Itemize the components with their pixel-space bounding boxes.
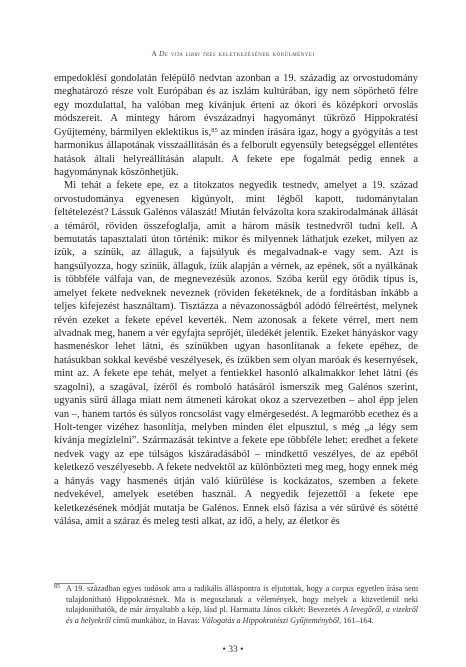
paragraph-text: empedoklési gondolatán felépülő nedvtan azonban a 19. századig az orvostudomány meghatározó része volt Európában és az iszlám kultúrában, így nem söpörhető félre egy mozdulattal, ha valóban meg kívánjuk érteni az ókori és középkori orvoslás módszereit. A mintegy három évszázadnyi hagyományt tükröző Hippokratési Gyűjtemény, bármilyen eklektikus is, [54, 73, 418, 138]
running-head-suffix: keletkezésének körülményei [215, 49, 315, 58]
footnote-number: 85 [54, 584, 60, 590]
running-head [0, 49, 466, 58]
paragraph [54, 179, 418, 528]
paragraph-text: Mi tehát a fekete epe, ez a titokzatos negyedik testnedv, amelyet a 19. század orvostudománya egyenesen kigúnyolt, mint légből kapott, tudománytalan feltételezést? Lássuk Galénos válaszát! Miután felvázolta kora szakirodalmának állását a témáról, röviden összefoglalja, amit a három másik testnedvről tudni kell. A bemutatás tapasztalati úton történik: mikor és milyennek láthatjuk ezeket, milyen az ízük, a színük, az állaguk, a fajsúlyuk és megalvadnak-e vagy sem. Azt is hangsúlyozza, hogy színük, állaguk, ízük alapján a vérnek, az epének, sőt a nyálkának is többféle válfaja van, de megnevezésük azonos. Szóba kerül egy ötödik típus is, amelyet fekete nedveknek neveznek (röviden feketéknek, de a fordításban inkább a teljes kifejezést használtam). Tisztázza a névazonosságból adódó félreértést, melynek révén ezeket a fekete epével keverték. Nem azonosak a fekete vérrel, mert nem alvadnak meg, hanem a vér egyfajta seprőjét, üledékét jelentik. Ezeket hányáskor vagy hasmenéskor lehet látni, és színükben ugyan hasonlítanak a fekete epéhez, de hatásukban sokkal kevésbé veszélyesek, és ízükben sem olyan maróak és kesernyések, mint az. A fekete epe tehát, melyet a fentiekkel hasonló alkalmakkor lehet látni (és szagolni), a szagával, ízéről és romboló hatásáról ismerszik meg Galénos szerint, ugyanis sűrű állaga miatt nem átmeneti károkat okoz a szervezetben – ahol épp jelen van –, hanem tartós és súlyos roncsolást vagy elmérgesedést. A legmaróbb ecethez és a Holt-tenger vizéhez hasonlítja, melyben minden élet elpusztul, s még „a légy sem kívánja megízlelni”. Származását tekintve a fekete epe többféle lehet: eredhet a fekete nedvek vagy az epe túlságos kiszáradásából – mindkettő veszélyes, de az epéből keletkező veszélyesebb. A fekete nedvektől az különbözteti meg meg, hogy ennek még a hányás vagy hasmenés útján való kiürülése is kockázatos, szemben a fekete nedvekével, amelyek esetében használ. A negyedik fejezettől a fekete epe keletkezésének módját mutatja be Galénos. Ennek első fázisa a vér sűrűvé és sötétté válása, amit a száraz és meleg testi alkat, az idő, a hely, az életkor és [54, 180, 418, 527]
footnote-italic-title: Válogatás a Hippokratészi Gyűjteményből [201, 615, 340, 625]
page-number: • 33 • [222, 645, 244, 655]
main-text [54, 72, 418, 528]
footnote-text-segment: egyetlen írása sem tulajdonítható Hippokratésnek. Ma is megoszlanak a vélemények, hogy melyek a közvetlenül neki tulajdoníthatók, de már árnyaltabb a kép, lásd pl. Harmatta János cikkét: Bevezetés [66, 584, 418, 614]
footnote-text-segment: A 19. században egyes tudósok arra a radikális álláspontra is eljutottak, hogy a [66, 584, 332, 593]
footnote-text-segment: című munkához, in Havas: [110, 615, 202, 625]
footnote-85 [54, 584, 418, 626]
running-head-book-title: De vita libri tres [158, 49, 216, 58]
footnote-reference[interactable]: 85 [211, 126, 218, 134]
paragraph [54, 72, 418, 179]
running-head-prefix: A [151, 49, 159, 58]
footnote-italic-title: corpus [331, 584, 354, 593]
footnote-text [66, 584, 418, 626]
footnote-italic-title: A levegőről, a vizekről és a helyekről [66, 605, 419, 625]
paragraph-text: az minden írására igaz, hogy a gyógyítás a test harmonikus állapotának visszaállításán és a felborult egyensúly betegséggel ellentétes hatások általi helyreállításán alapult. A fekete epe fogalmát pedig ennek a hagyománynak köszönhetjük. [54, 126, 418, 178]
footnote-text-segment: , 161–164. [339, 615, 374, 625]
